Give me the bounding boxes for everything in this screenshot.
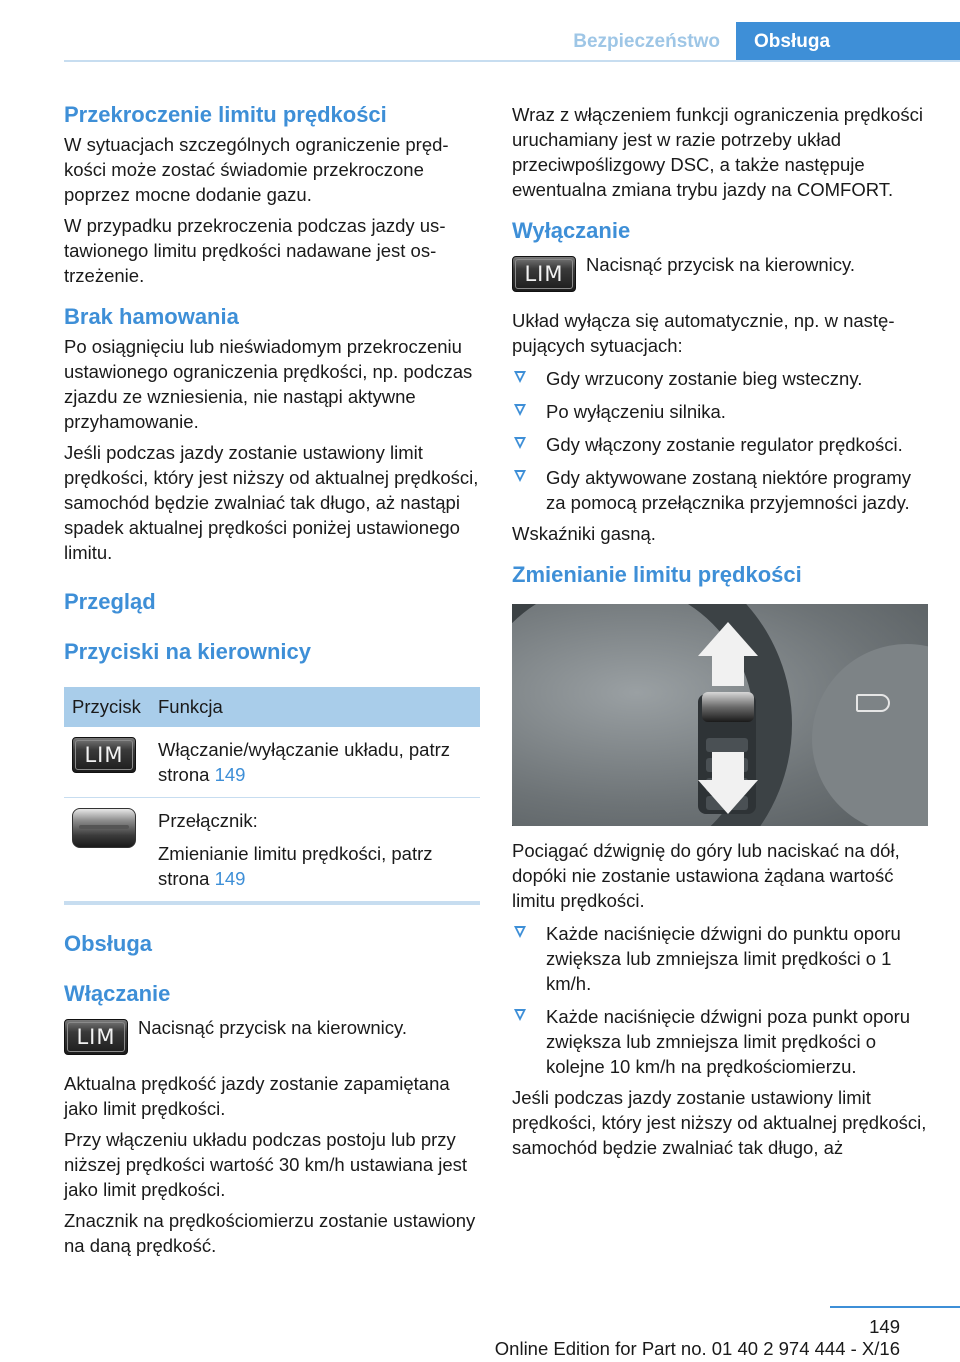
paragraph: Po osiągnięciu lub nieświadomym przekroczeniu ustawionego ograniczenia prędkości, np. podczas zjazdu ze wzniesienia, nie nastąpi aktywne przyhamowanie. [64, 336, 473, 432]
paragraph: Jeśli podczas jazdy zostanie ustawiony limit prędkości, który jest niższy od aktualnej prędkości, samochód będzie zwalniać tak długo, aż [512, 1087, 927, 1158]
paragraph: Wraz z włączeniem funkcji ograniczenia prędkości uruchamiany jest w razie potrzeby układ przeciwpoślizgowy DSC, a także następuje ewentualna zmiana trybu jazdy na COMFORT. [512, 104, 923, 200]
arrow-up-icon [698, 622, 758, 656]
instruction-text: Nacisnąć przycisk na kierownicy. [138, 1017, 408, 1038]
lim-button-icon [64, 1019, 128, 1055]
table-cell-icon [64, 727, 144, 798]
lever-list [512, 921, 928, 1079]
left-column [64, 100, 480, 1258]
bullet-triangle-icon [514, 926, 526, 938]
page-link[interactable]: 149 [214, 764, 246, 785]
cell-text: Włączanie/wyłączanie układu, patrz strona [158, 739, 451, 785]
arrow-down-icon [698, 780, 758, 814]
bullet-triangle-icon [514, 1009, 526, 1021]
lim-button-icon [512, 256, 576, 292]
bullet-triangle-icon [514, 404, 526, 416]
list-item [512, 1004, 928, 1079]
steering-wheel-photo [512, 604, 928, 826]
right-column [512, 100, 928, 1160]
press-button-instruction [512, 252, 928, 292]
paragraph: W sytuacjach szczególnych ograniczenie prędkości może zostać świadomie przekroczone poprzez mocne dodanie gazu. [64, 134, 449, 205]
tab-obsluga[interactable]: Obsługa [736, 22, 960, 62]
table-row [64, 798, 480, 904]
heading-wlaczanie: Włączanie [64, 981, 171, 1006]
list-item-text: Gdy włączony zostanie regulator prędkości. [546, 434, 903, 455]
buttons-table [64, 687, 480, 905]
list-item [512, 366, 928, 391]
heading-brak-hamowania: Brak hamowania [64, 304, 239, 329]
lim-label: LIM [76, 1025, 116, 1049]
list-item [512, 399, 928, 424]
list-item [512, 432, 928, 457]
list-item [512, 921, 928, 996]
list-item-text: Po wyłączeniu silnika. [546, 401, 726, 422]
tab-bezpieczenstwo[interactable]: Bezpieczeństwo [573, 31, 720, 52]
auto-off-list [512, 366, 928, 515]
paragraph: Jeśli podczas jazdy zostanie ustawiony limit prędkości, który jest niższy od aktualnej prędkości, samochód będzie zwalniać tak długo, aż nastąpi spadek aktualnej prędkości poniżej ustawionego limitu. [64, 442, 479, 563]
arrow-up-stem [712, 656, 744, 686]
cell-text: Zmienianie limitu prędkości, patrz strona [158, 843, 433, 889]
list-item-text: Gdy aktywowane zostaną niektóre programy za pomocą przełącznika przyjemności jazdy. [546, 467, 912, 513]
table-cell-function [144, 798, 480, 904]
heading-przyciski: Przyciski na kierownicy [64, 639, 312, 664]
page-number: 149 [869, 1316, 900, 1337]
lim-label: LIM [524, 262, 564, 286]
paragraph: Układ wyłącza się automatycznie, np. w następujących sytuacjach: [512, 310, 895, 356]
list-item-text: Każde naciśnięcie dźwigni do punktu oporu zwiększa lub zmniejsza limit prędkości o 1 km/h. [546, 923, 901, 994]
page-header [0, 0, 960, 62]
table-row [64, 727, 480, 798]
table-header-function: Funkcja [144, 687, 480, 727]
bullet-triangle-icon [514, 437, 526, 449]
speed-limit-lever [702, 692, 754, 722]
header-divider [64, 60, 960, 62]
instruction-text: Nacisnąć przycisk na kierownicy. [586, 254, 856, 275]
table-header-button: Przycisk [64, 687, 144, 727]
pad-key [706, 738, 748, 752]
list-item-text: Gdy wrzucony zostanie bieg wsteczny. [546, 368, 863, 389]
arrow-down-stem [712, 752, 744, 782]
bullet-triangle-icon [514, 470, 526, 482]
table-cell-function [144, 727, 480, 798]
paragraph: Wskaźniki gasną. [512, 523, 656, 544]
paragraph: W przypadku przekroczenia podczas jazdy ustawionego limitu prędkości nadawane jest ostrzeżenie. [64, 215, 446, 286]
page-link[interactable]: 149 [214, 868, 246, 889]
heading-obsluga: Obsługa [64, 931, 153, 956]
paragraph: Znacznik na prędkościomierzu zostanie ustawiony na daną prędkość. [64, 1210, 476, 1256]
cell-text: Przełącznik: [158, 810, 258, 831]
list-item [512, 465, 928, 515]
horn-icon [856, 694, 890, 712]
rocker-switch-icon [72, 808, 136, 848]
heading-przeglad: Przegląd [64, 589, 156, 614]
lim-label: LIM [84, 743, 124, 767]
footer-divider [830, 1306, 960, 1308]
heading-wylaczanie: Wyłączanie [512, 218, 631, 243]
list-item-text: Każde naciśnięcie dźwigni poza punkt oporu zwiększa lub zmniejsza limit prędkości o kolejne 10 km/h na prędkościomierzu. [546, 1006, 911, 1077]
heading-przekroczenie: Przekroczenie limitu prędkości [64, 102, 387, 127]
bullet-triangle-icon [514, 371, 526, 383]
table-cell-icon [64, 798, 144, 904]
paragraph: Przy włączeniu układu podczas postoju lub przy niższej prędkości wartość 30 km/h ustawiana jest jako limit prędkości. [64, 1129, 468, 1200]
paragraph: Aktualna prędkość jazdy zostanie zapamiętana jako limit prędkości. [64, 1073, 450, 1119]
lim-button-icon [72, 737, 136, 773]
table-header-row [64, 687, 480, 727]
cell-text-line [158, 841, 472, 891]
steering-wheel-hub [812, 644, 928, 826]
edition-footer: Online Edition for Part no. 01 40 2 974 444 - X/16 [494, 1338, 900, 1359]
press-button-instruction [64, 1015, 480, 1055]
paragraph: Pociągać dźwignię do góry lub naciskać na dół, dopóki nie zostanie ustawiona żądana wartość limitu prędkości. [512, 840, 900, 911]
heading-zmienianie: Zmienianie limitu prędkości [512, 562, 802, 587]
